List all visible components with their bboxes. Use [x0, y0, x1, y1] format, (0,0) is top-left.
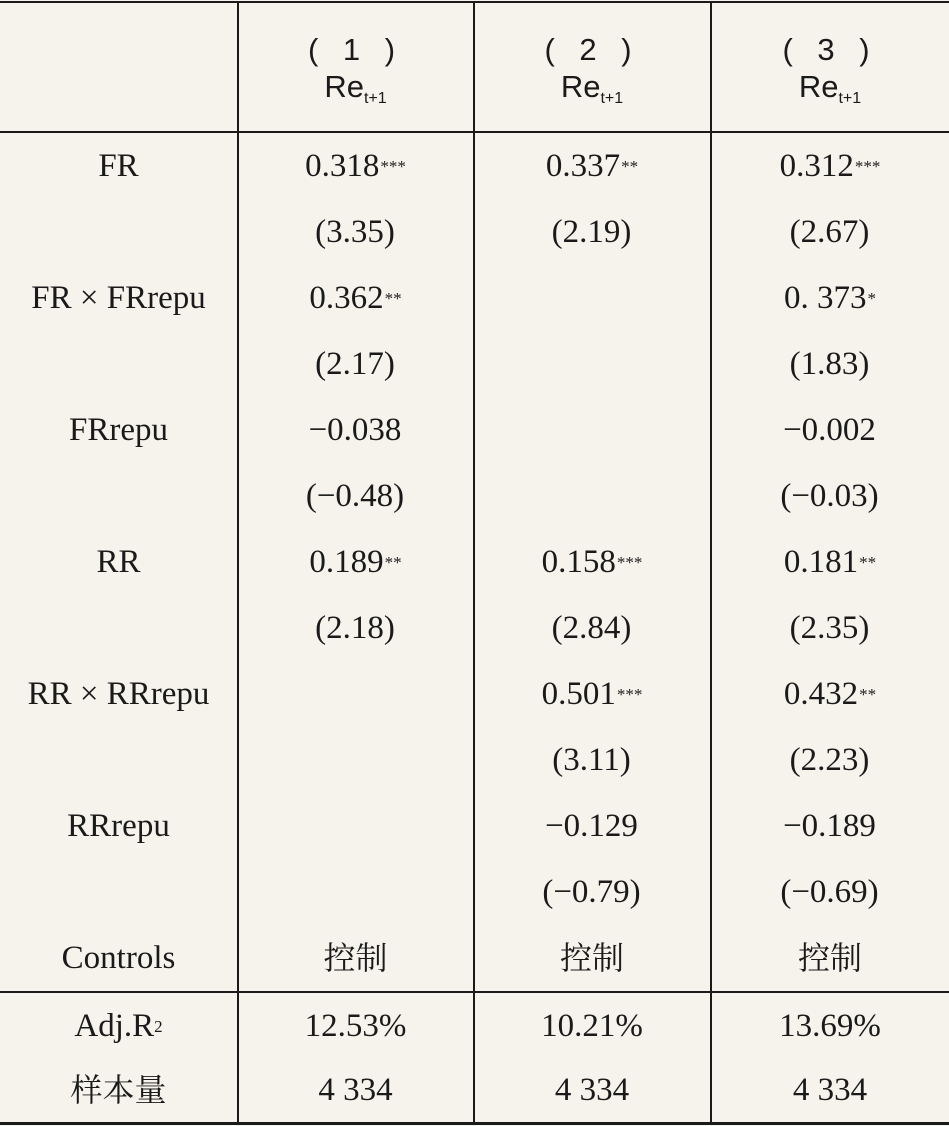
- table-cell: 0.337 **: [545, 147, 639, 184]
- sample-size-value: 4 334: [318, 1071, 393, 1108]
- table-cell: 控制: [559, 939, 624, 977]
- table-cell: (2.84): [551, 609, 632, 646]
- table-cell: [238, 793, 473, 859]
- table-cell: (3.11): [552, 741, 631, 778]
- table-cell: −0.129: [545, 807, 638, 844]
- adj-r2-value: 13.69%: [779, 1007, 881, 1044]
- table-cell: −0.038: [308, 411, 402, 448]
- header-col-3: [711, 30, 949, 110]
- table-cell: [238, 859, 473, 925]
- table-cell: (−0.48): [305, 477, 405, 514]
- sample-size-value: 4 334: [792, 1071, 868, 1108]
- dependent-variable: $Re_{t+1}$: [798, 68, 862, 107]
- row-label: RR: [96, 543, 141, 580]
- column-number: ( 1 ): [307, 31, 404, 67]
- row-label: [0, 727, 237, 793]
- table-cell: 0.432 **: [783, 675, 877, 712]
- table-cell: 0.312 ***: [779, 147, 881, 184]
- header-col-1: [238, 30, 473, 110]
- table-cell: 0.189 **: [309, 543, 402, 580]
- row-label: [0, 595, 237, 661]
- table-cell: (2.19): [551, 213, 632, 250]
- adj-r2-value: 12.53%: [304, 1007, 407, 1044]
- column-number: ( 3 ): [782, 31, 878, 67]
- row-label: FR × FRrepu: [31, 279, 206, 316]
- top-rule: [0, 1, 949, 3]
- table-cell: (−0.03): [780, 477, 879, 514]
- table-cell: [474, 331, 710, 397]
- header-col-2: [474, 30, 710, 110]
- table-cell: [238, 661, 473, 727]
- sample-size-label: 样本量: [70, 1071, 167, 1109]
- table-cell: (2.23): [789, 741, 870, 778]
- column-number: ( 2 ): [544, 31, 640, 67]
- dependent-variable: $Re_{t+1}$: [324, 68, 387, 107]
- sample-size-value: 4 334: [554, 1071, 630, 1108]
- table-cell: [474, 463, 710, 529]
- row-label: [0, 199, 237, 265]
- table-cell: [474, 397, 710, 463]
- table-cell: (2.17): [315, 345, 395, 382]
- table-cell: −0.189: [783, 807, 876, 844]
- row-label: [0, 331, 237, 397]
- bottom-rule: [0, 1122, 949, 1125]
- table-cell: −0.002: [783, 411, 876, 448]
- adj-r2-label: Adj.R 2: [74, 1007, 163, 1044]
- row-label: RR × RRrepu: [27, 675, 210, 712]
- table-cell: (2.67): [789, 213, 870, 250]
- row-label: FRrepu: [69, 411, 168, 448]
- table-cell: 0.501 ***: [541, 675, 643, 712]
- table-cell: (3.35): [315, 213, 395, 250]
- table-cell: 控制: [323, 939, 388, 977]
- table-cell: (2.35): [789, 609, 870, 646]
- dependent-variable: $Re_{t+1}$: [560, 68, 624, 107]
- table-cell: 0.362 **: [309, 279, 402, 316]
- table-cell: 0.318 ***: [305, 147, 406, 184]
- table-cell: [238, 727, 473, 793]
- table-cell: 控制: [797, 939, 862, 977]
- table-cell: 0.158 ***: [541, 543, 643, 580]
- table-cell: 0. 373 *: [784, 279, 876, 316]
- table-cell: (−0.69): [780, 873, 879, 910]
- table-cell: (1.83): [789, 345, 870, 382]
- table-cell: [474, 265, 710, 331]
- row-label: [0, 859, 237, 925]
- body-rule: [0, 991, 949, 993]
- table-cell: (−0.79): [542, 873, 641, 910]
- table-cell: 0.181 **: [783, 543, 877, 580]
- row-label: [0, 463, 237, 529]
- row-label: Controls: [61, 939, 176, 976]
- row-label: FR: [98, 147, 139, 184]
- row-label: RRrepu: [67, 807, 170, 844]
- adj-r2-value: 10.21%: [541, 1007, 643, 1044]
- table-cell: (2.18): [315, 609, 395, 646]
